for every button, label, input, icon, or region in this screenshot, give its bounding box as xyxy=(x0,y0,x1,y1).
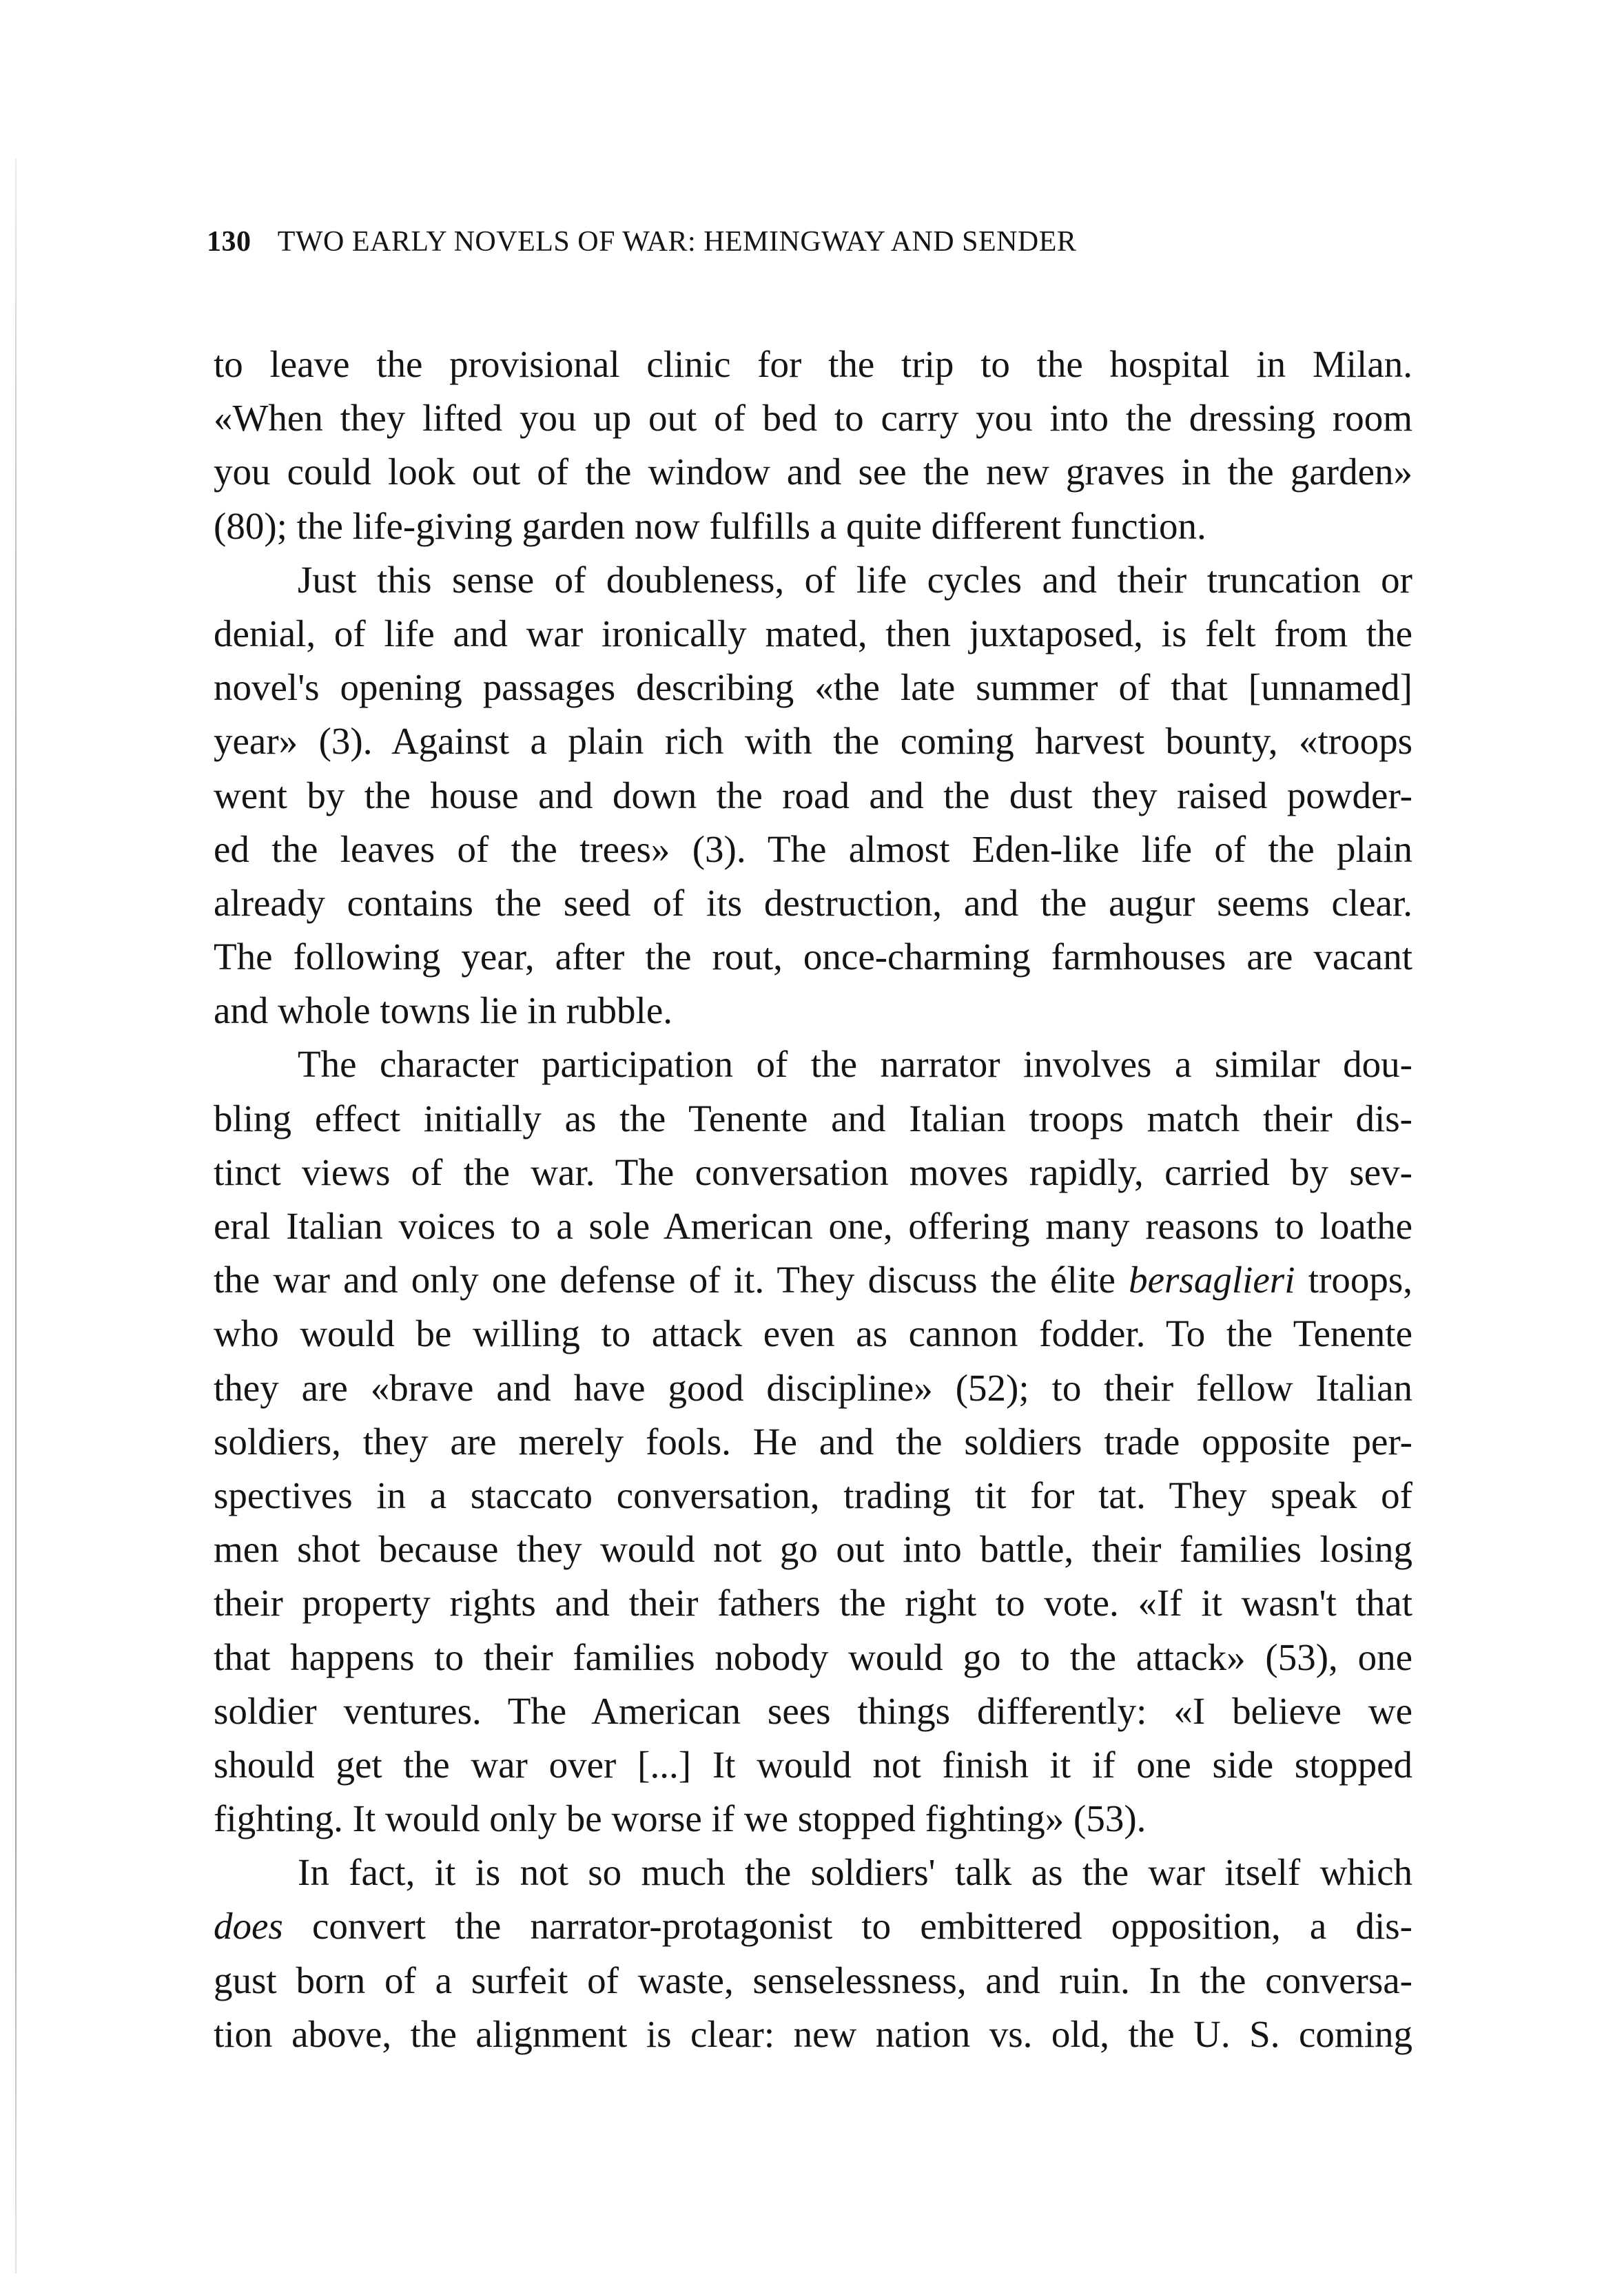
text-line: men shot because they would not go out into battle, their families losing xyxy=(214,1528,1412,1571)
text-fragment: the war and only one defense of it. They discuss the élite xyxy=(214,1259,1129,1301)
text-line: their property rights and their fathers the right to vote. «If it wasn't that xyxy=(214,1582,1412,1624)
text-line: gust born of a surfeit of waste, senselessness, and ruin. In the conversa- xyxy=(214,1959,1412,2001)
text-fragment: convert the narrator-protagonist to embittered opposition, a dis- xyxy=(282,1905,1412,1948)
text-line: tinct views of the war. The conversation moves rapidly, carried by sev- xyxy=(214,1151,1412,1193)
text-line: went by the house and down the road and the dust they raised powder- xyxy=(214,774,1412,816)
body-text xyxy=(214,338,1412,2061)
italic-term: does xyxy=(214,1905,283,1948)
running-head xyxy=(207,227,1076,256)
text-line: The following year, after the rout, once-charming farmhouses are vacant xyxy=(214,936,1412,978)
text-line xyxy=(214,1253,1412,1307)
text-line: already contains the seed of its destruction, and the augur seems clear. xyxy=(214,881,1412,924)
text-line: ed the leaves of the trees» (3). The almost Eden-like life of the plain xyxy=(214,827,1412,870)
text-line: (80); the life-giving garden now fulfills a quite different function. xyxy=(214,504,1206,547)
text-line: they are «brave and have good discipline» (52); to their fellow Italian xyxy=(214,1366,1412,1409)
text-line: The character participation of the narrator involves a similar dou- xyxy=(298,1043,1412,1086)
page-number: 130 xyxy=(207,226,251,258)
text-line: should get the war over [...] It would not finish it if one side stopped xyxy=(214,1743,1412,1786)
text-line: bling effect initially as the Tenente and Italian troops match their dis- xyxy=(214,1097,1412,1139)
text-line: spectives in a staccato conversation, trading tit for tat. They speak of xyxy=(214,1474,1412,1516)
italic-term: bersaglieri xyxy=(1129,1259,1295,1301)
text-line: year» (3). Against a plain rich with the coming harvest bounty, «troops xyxy=(214,720,1412,763)
text-line: In fact, it is not so much the soldiers' talk as the war itself which xyxy=(298,1851,1412,1894)
text-line: soldiers, they are merely fools. He and the soldiers trade opposite per- xyxy=(214,1420,1412,1463)
text-line: to leave the provisional clinic for the trip to the hospital in Milan. xyxy=(214,343,1412,385)
scan-page-edge xyxy=(15,158,17,2273)
text-line: denial, of life and war ironically mated, then juxtaposed, is felt from the xyxy=(214,612,1412,654)
text-line: Just this sense of doubleness, of life cycles and their truncation or xyxy=(298,558,1412,601)
text-line xyxy=(214,1899,1412,1953)
text-fragment: troops, xyxy=(1295,1259,1412,1301)
text-line: tion above, the alignment is clear: new nation vs. old, the U. S. coming xyxy=(214,2012,1412,2055)
text-line: eral Italian voices to a sole American one, offering many reasons to loathe xyxy=(214,1205,1412,1247)
text-line: «When they lifted you up out of bed to carry you into the dressing room xyxy=(214,397,1412,440)
text-line: and whole towns lie in rubble. xyxy=(214,989,672,1032)
text-line: fighting. It would only be worse if we stopped fighting» (53). xyxy=(214,1797,1147,1840)
running-title: TWO EARLY NOVELS OF WAR: HEMINGWAY AND SENDER xyxy=(277,226,1077,258)
text-line: novel's opening passages describing «the late summer of that [unnamed] xyxy=(214,666,1412,709)
text-line: that happens to their families nobody would go to the attack» (53), one xyxy=(214,1636,1412,1678)
text-line: you could look out of the window and see the new graves in the garden» xyxy=(214,451,1412,493)
text-line: soldier ventures. The American sees things differently: «I believe we xyxy=(214,1689,1412,1732)
text-line: who would be willing to attack even as cannon fodder. To the Tenente xyxy=(214,1312,1412,1355)
